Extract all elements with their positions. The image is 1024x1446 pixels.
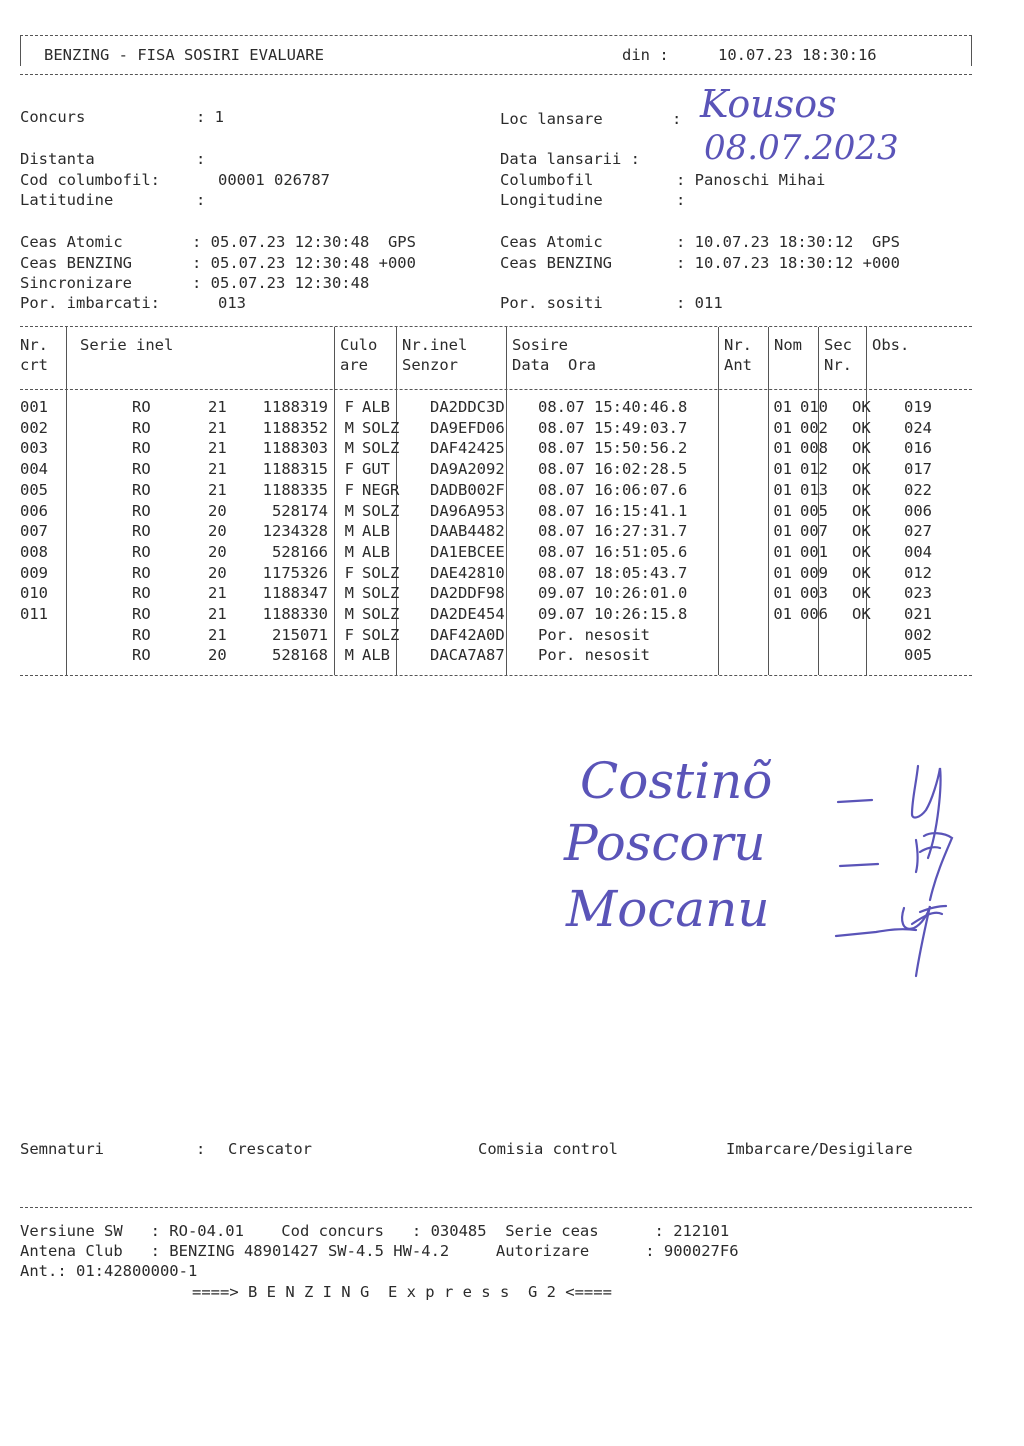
row-ring-number: 1188352 — [262, 418, 328, 437]
row-year: 20 — [208, 501, 227, 520]
header-left-border — [20, 36, 21, 66]
row-nom: 005 — [800, 501, 828, 520]
signature-2 — [916, 833, 952, 900]
por-imbarcati-label: Por. imbarcati: — [20, 294, 160, 312]
row-obs: 019 — [904, 398, 932, 416]
table-row — [20, 501, 964, 522]
row-ring-serial — [82, 563, 332, 584]
row-ring-serial — [82, 583, 332, 604]
signature-imbarcare: Imbarcare/Desigilare — [726, 1140, 913, 1158]
ceas-benzing-end-label: Ceas BENZING — [500, 254, 612, 272]
row-ring-serial — [82, 397, 332, 418]
table-bottom-rule — [20, 675, 972, 676]
row-nr — [20, 625, 82, 646]
row-nr: 009 — [20, 563, 48, 582]
row-sensor: DA96A953 — [430, 501, 505, 520]
row-sensor: DADB002F — [430, 480, 505, 499]
ceas-atomic-end-value: : 10.07.23 18:30:12 GPS — [676, 233, 900, 251]
row-color: SOLZ — [362, 563, 400, 582]
row-color: SOLZ — [362, 605, 400, 624]
row-ring-number: 1234328 — [262, 522, 328, 541]
row-nom: 010 — [800, 398, 828, 416]
table-row — [20, 625, 964, 646]
row-year: 21 — [208, 605, 227, 624]
row-year: 20 — [208, 522, 227, 541]
header-bottom-rule — [20, 74, 972, 75]
row-obs: 022 — [904, 480, 932, 499]
dash-3 — [836, 929, 916, 936]
header-senzor-1: Nr.inel — [402, 336, 468, 354]
row-country: RO — [132, 605, 151, 624]
row-ring-number: 1175326 — [262, 563, 328, 582]
header-serie: Serie inel — [80, 336, 174, 354]
row-nom: 008 — [800, 439, 828, 458]
footer-rule — [20, 1207, 972, 1208]
header-culoare-2: are — [340, 356, 368, 374]
cod-columbofil-label: Cod columbofil: — [20, 171, 160, 189]
handwritten-signatures — [820, 740, 980, 980]
arrivals-table — [20, 397, 964, 666]
distanta-value: : — [196, 150, 206, 168]
row-color: SOLZ — [362, 501, 400, 520]
row-antenna: 01 — [773, 418, 792, 437]
arrivals-table-body — [20, 397, 964, 666]
row-antenna: 01 — [773, 501, 792, 520]
row-ring-serial — [82, 501, 332, 522]
table-row — [20, 563, 964, 584]
loc-lansare-label: Loc lansare — [500, 110, 603, 128]
ceas-atomic-start-label: Ceas Atomic — [20, 233, 123, 251]
semnaturi-colon: : — [196, 1140, 206, 1158]
print-date: 10.07.23 18:30:16 — [718, 46, 877, 64]
cod-columbofil-value: 00001 026787 — [218, 171, 330, 189]
row-antenna: 01 — [773, 605, 792, 624]
row-antenna: 01 — [773, 563, 792, 582]
row-obs: 002 — [904, 625, 932, 644]
row-nr: 011 — [20, 605, 48, 624]
row-arrival: 08.07 16:06:07.6 — [538, 480, 688, 499]
row-sec: OK — [852, 542, 871, 561]
row-sec: OK — [852, 418, 871, 437]
row-sensor: DACA7A87 — [430, 646, 505, 665]
header-sec-1: Sec — [824, 336, 852, 354]
row-sensor: DA2DDF98 — [430, 584, 505, 603]
sheet-title: BENZING - FISA SOSIRI EVALUARE — [44, 46, 324, 64]
row-sec: OK — [852, 480, 871, 499]
row-arrival: 08.07 15:50:56.2 — [538, 439, 688, 458]
row-obs: 012 — [904, 563, 932, 582]
row-sex: F — [344, 398, 354, 416]
header-right-border — [971, 36, 972, 66]
row-sex: M — [344, 542, 354, 561]
concurs-label: Concurs — [20, 108, 86, 126]
row-ring-number: 1188319 — [262, 398, 328, 416]
row-arrival: Por. nesosit — [538, 625, 650, 644]
row-color: ALB — [362, 646, 390, 665]
row-obs: 004 — [904, 542, 932, 561]
handwritten-name-1: Costinõ — [580, 752, 773, 810]
row-sensor: DAE42810 — [430, 563, 505, 582]
row-sex: M — [344, 501, 354, 520]
row-sensor: DAF42A0D — [430, 625, 505, 644]
row-sec: OK — [852, 522, 871, 541]
row-arrival: 08.07 15:49:03.7 — [538, 418, 688, 437]
dash-1 — [838, 800, 872, 802]
data-lansarii-label: Data lansarii : — [500, 150, 640, 168]
row-sex: M — [344, 418, 354, 437]
ceas-benzing-start-label: Ceas BENZING — [20, 254, 132, 272]
row-nr: 004 — [20, 460, 48, 479]
ceas-atomic-end-label: Ceas Atomic — [500, 233, 603, 251]
row-color: SOLZ — [362, 625, 400, 644]
table-row — [20, 438, 964, 459]
row-sec: OK — [852, 398, 871, 416]
row-sec — [848, 645, 898, 666]
row-ring-serial — [82, 625, 332, 646]
row-sensor: DAF42425 — [430, 439, 505, 458]
row-sex: M — [344, 522, 354, 541]
table-top-rule — [20, 326, 972, 327]
por-imbarcati-value: 013 — [218, 294, 246, 312]
header-ant-1: Nr. — [724, 336, 752, 354]
header-nr-1: Nr. — [20, 336, 48, 354]
row-obs: 027 — [904, 522, 932, 541]
row-sex: F — [344, 460, 354, 479]
loc-lansare-colon: : — [672, 110, 682, 128]
por-sositi-label: Por. sositi — [500, 294, 603, 312]
row-ring-number: 1188347 — [262, 584, 328, 603]
row-obs: 023 — [904, 584, 932, 603]
ceas-benzing-end-value: : 10.07.23 18:30:12 +000 — [676, 254, 900, 272]
row-antenna: 01 — [773, 584, 792, 603]
row-country: RO — [132, 460, 151, 479]
row-nom: 003 — [800, 584, 828, 603]
row-sex: M — [344, 646, 354, 665]
row-sex: F — [344, 625, 354, 644]
row-nom: 002 — [800, 418, 828, 437]
footer-brand-line: ====> B E N Z I N G E x p r e s s G 2 <==== — [192, 1283, 612, 1301]
longitudine-label: Longitudine — [500, 191, 603, 209]
table-row — [20, 397, 964, 418]
row-country: RO — [132, 522, 151, 541]
concurs-value: : 1 — [196, 108, 224, 126]
row-nom: 009 — [800, 563, 828, 582]
row-ring-serial — [82, 521, 332, 542]
row-obs: 021 — [904, 605, 932, 624]
row-year: 21 — [208, 439, 227, 458]
row-sex: M — [344, 584, 354, 603]
row-nr: 003 — [20, 439, 48, 458]
header-nom: Nom — [774, 336, 802, 354]
row-country: RO — [132, 625, 151, 644]
row-nom: 007 — [800, 522, 828, 541]
row-sec: OK — [852, 605, 871, 624]
row-ring-number: 1188335 — [262, 480, 328, 499]
row-ring-number: 1188303 — [262, 439, 328, 458]
row-color: GUT — [362, 460, 390, 479]
table-header-rule — [20, 389, 972, 390]
row-nom: 001 — [800, 542, 828, 561]
row-arrival: 08.07 16:15:41.1 — [538, 501, 688, 520]
row-country: RO — [132, 439, 151, 458]
header-top-rule — [20, 35, 972, 36]
row-ring-serial — [82, 459, 332, 480]
row-year: 21 — [208, 480, 227, 499]
row-sensor: DA9A2092 — [430, 460, 505, 479]
row-obs: 024 — [904, 418, 932, 437]
columbofil-label: Columbofil — [500, 171, 594, 189]
row-arrival: 08.07 15:40:46.8 — [538, 398, 688, 416]
row-sex: F — [344, 563, 354, 582]
header-culoare-1: Culo — [340, 336, 378, 354]
row-nom: 013 — [800, 480, 828, 499]
row-country: RO — [132, 501, 151, 520]
table-row — [20, 583, 964, 604]
row-antenna — [744, 625, 796, 646]
row-nom: 012 — [800, 460, 828, 479]
table-row — [20, 542, 964, 563]
row-sensor: DA2DDC3D — [430, 398, 505, 416]
row-color: SOLZ — [362, 439, 400, 458]
row-color: SOLZ — [362, 584, 400, 603]
row-sensor: DAAB4482 — [430, 522, 505, 541]
semnaturi-label: Semnaturi — [20, 1140, 104, 1158]
row-country: RO — [132, 418, 151, 437]
row-arrival: 08.07 16:27:31.7 — [538, 522, 688, 541]
row-antenna — [744, 645, 796, 666]
row-country: RO — [132, 542, 151, 561]
row-nr: 006 — [20, 501, 48, 520]
row-obs: 006 — [904, 501, 932, 520]
row-ring-number: 1188330 — [262, 605, 328, 624]
row-ring-serial — [82, 438, 332, 459]
row-ring-serial — [82, 604, 332, 625]
header-nr-2: crt — [20, 356, 48, 374]
row-nom — [796, 625, 848, 646]
row-country: RO — [132, 398, 151, 416]
row-antenna: 01 — [773, 522, 792, 541]
row-nr: 010 — [20, 584, 48, 603]
row-year: 21 — [208, 418, 227, 437]
row-sec: OK — [852, 460, 871, 479]
longitudine-value: : — [676, 191, 686, 209]
signature-crescator: Crescator — [228, 1140, 312, 1158]
row-obs: 016 — [904, 439, 932, 458]
row-ring-number: 528174 — [272, 501, 328, 520]
row-sex: M — [344, 439, 354, 458]
row-color: NEGR — [362, 480, 400, 499]
row-year: 20 — [208, 563, 227, 582]
row-country: RO — [132, 584, 151, 603]
row-year: 20 — [208, 646, 227, 665]
table-row — [20, 604, 964, 625]
row-antenna: 01 — [773, 480, 792, 499]
row-arrival: 08.07 16:02:28.5 — [538, 460, 688, 479]
row-sec: OK — [852, 563, 871, 582]
handwritten-name-2: Poscoru — [564, 814, 766, 872]
date-label: din : — [622, 46, 669, 64]
table-row — [20, 645, 964, 666]
row-ring-number: 528168 — [272, 646, 328, 665]
row-sec — [848, 625, 898, 646]
row-arrival: 08.07 18:05:43.7 — [538, 563, 688, 582]
handwritten-release-place: Kousos — [700, 82, 837, 126]
row-nr: 001 — [20, 398, 48, 416]
row-antenna: 01 — [773, 542, 792, 561]
row-nr — [20, 645, 82, 666]
row-sensor: DA2DE454 — [430, 605, 505, 624]
sincronizare-value: : 05.07.23 12:30:48 — [192, 274, 370, 292]
row-sensor: DA1EBCEE — [430, 542, 505, 561]
row-year: 20 — [208, 542, 227, 561]
distanta-label: Distanta — [20, 150, 95, 168]
row-ring-serial — [82, 418, 332, 439]
latitudine-value: : — [196, 191, 206, 209]
row-sec: OK — [852, 584, 871, 603]
row-antenna: 01 — [773, 398, 792, 416]
row-nr: 005 — [20, 480, 48, 499]
row-obs: 005 — [904, 646, 932, 665]
header-obs: Obs. — [872, 336, 910, 354]
row-ring-serial — [82, 542, 332, 563]
sincronizare-label: Sincronizare — [20, 274, 132, 292]
ceas-benzing-start-value: : 05.07.23 12:30:48 +000 — [192, 254, 416, 272]
row-antenna: 01 — [773, 439, 792, 458]
row-antenna: 01 — [773, 460, 792, 479]
row-color: ALB — [362, 398, 390, 416]
signature-comisia: Comisia control — [478, 1140, 618, 1158]
columbofil-value: : Panoschi Mihai — [676, 171, 826, 189]
row-color: SOLZ — [362, 418, 400, 437]
row-color: ALB — [362, 542, 390, 561]
row-color: ALB — [362, 522, 390, 541]
row-country: RO — [132, 563, 151, 582]
row-sensor: DA9EFD06 — [430, 418, 505, 437]
footer-line-2: Antena Club : BENZING 48901427 SW-4.5 HW-4.2 Autorizare : 900027F6 — [20, 1242, 739, 1260]
handwritten-release-date: 08.07.2023 — [704, 128, 899, 168]
table-row — [20, 459, 964, 480]
row-nr: 008 — [20, 542, 48, 561]
table-row — [20, 480, 964, 501]
row-year: 21 — [208, 398, 227, 416]
footer-line-1: Versiune SW : RO-04.01 Cod concurs : 030485 Serie ceas : 212101 — [20, 1222, 730, 1240]
row-country: RO — [132, 646, 151, 665]
row-ring-serial — [82, 645, 332, 666]
row-sec: OK — [852, 439, 871, 458]
row-nom — [796, 645, 848, 666]
row-ring-number: 215071 — [272, 625, 328, 644]
row-year: 21 — [208, 584, 227, 603]
row-nom: 006 — [800, 605, 828, 624]
table-row — [20, 418, 964, 439]
row-ring-number: 528166 — [272, 542, 328, 561]
row-sex: M — [344, 605, 354, 624]
row-nr: 002 — [20, 418, 48, 437]
row-ring-number: 1188315 — [262, 460, 328, 479]
header-sosire-2: Data Ora — [512, 356, 596, 374]
signature-3 — [902, 906, 946, 976]
row-ring-serial — [82, 480, 332, 501]
row-year: 21 — [208, 625, 227, 644]
header-senzor-2: Senzor — [402, 356, 458, 374]
row-obs: 017 — [904, 460, 932, 479]
header-sosire-1: Sosire — [512, 336, 568, 354]
latitudine-label: Latitudine — [20, 191, 114, 209]
dash-2 — [840, 864, 878, 866]
row-sec: OK — [852, 501, 871, 520]
row-nr: 007 — [20, 522, 48, 541]
row-arrival: 09.07 10:26:01.0 — [538, 584, 688, 603]
row-sex: F — [344, 480, 354, 499]
row-country: RO — [132, 480, 151, 499]
row-arrival: Por. nesosit — [538, 646, 650, 665]
header-ant-2: Ant — [724, 356, 752, 374]
por-sositi-value: : 011 — [676, 294, 723, 312]
handwritten-name-3: Mocanu — [566, 880, 770, 938]
table-row — [20, 521, 964, 542]
row-arrival: 09.07 10:26:15.8 — [538, 605, 688, 624]
ceas-atomic-start-value: : 05.07.23 12:30:48 GPS — [192, 233, 416, 251]
row-arrival: 08.07 16:51:05.6 — [538, 542, 688, 561]
header-sec-2: Nr. — [824, 356, 852, 374]
row-year: 21 — [208, 460, 227, 479]
footer-line-3: Ant.: 01:42800000-1 — [20, 1262, 198, 1280]
